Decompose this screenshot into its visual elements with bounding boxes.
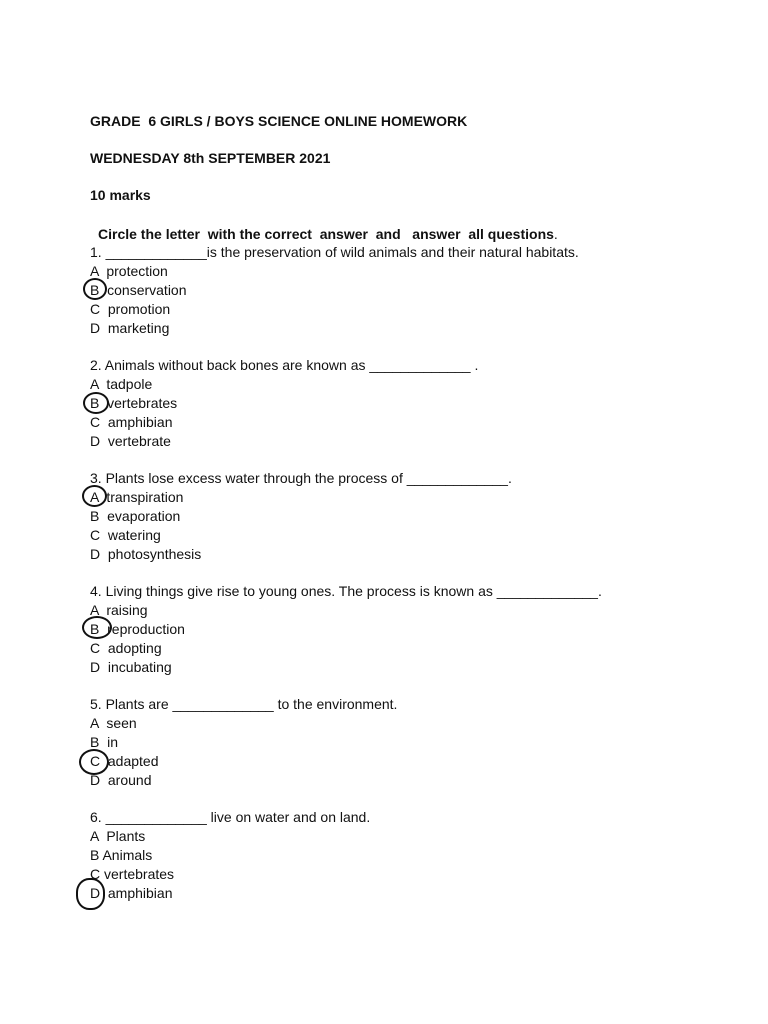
question-4-option-d[interactable]: D incubating — [90, 659, 172, 675]
question-1-option-a[interactable]: A protection — [90, 263, 168, 279]
question-4: 4. Living things give rise to young ones. The process is known as _____________. — [90, 583, 602, 599]
question-1-option-c[interactable]: C promotion — [90, 301, 171, 317]
answer-circle-q6 — [76, 878, 105, 910]
answer-circle-q1 — [83, 278, 107, 300]
question-2: 2. Animals without back bones are known as _____________ . — [90, 357, 479, 373]
question-6-option-d[interactable]: D amphibian — [90, 885, 173, 901]
answer-circle-q4 — [82, 616, 112, 639]
question-2-option-c[interactable]: C amphibian — [90, 414, 173, 430]
question-4-option-c[interactable]: C adopting — [90, 640, 162, 656]
question-6-option-b[interactable]: B Animals — [90, 847, 153, 863]
question-4-option-a[interactable]: A raising — [90, 602, 148, 618]
question-6-option-c[interactable]: C vertebrates — [90, 866, 175, 882]
answer-circle-q3 — [82, 485, 107, 507]
question-2-option-d[interactable]: D vertebrate — [90, 433, 171, 449]
question-5-option-d[interactable]: D around — [90, 772, 152, 788]
question-2-option-b[interactable]: B vertebrates — [90, 395, 178, 411]
question-4-option-b[interactable]: B reproduction — [90, 621, 185, 637]
document-title: GRADE 6 GIRLS / BOYS SCIENCE ONLINE HOMEWORK — [90, 113, 468, 129]
question-6-option-a[interactable]: A Plants — [90, 828, 146, 844]
instruction-period: . — [553, 226, 558, 242]
instructions — [98, 225, 558, 243]
answer-circle-q5 — [79, 749, 109, 775]
question-5-option-c[interactable]: C adapted — [90, 753, 159, 769]
question-6: 6. _____________ live on water and on land. — [90, 809, 371, 825]
document-date: WEDNESDAY 8th SEPTEMBER 2021 — [90, 150, 331, 166]
question-1-option-b[interactable]: B conservation — [90, 282, 187, 298]
question-3-option-a[interactable]: A transpiration — [90, 489, 184, 505]
question-2-option-a[interactable]: A tadpole — [90, 376, 153, 392]
marks-label: 10 marks — [90, 187, 151, 203]
question-3-option-c[interactable]: C watering — [90, 527, 161, 543]
question-3-option-d[interactable]: D photosynthesis — [90, 546, 202, 562]
answer-circle-q2 — [83, 392, 109, 414]
question-3-option-b[interactable]: B evaporation — [90, 508, 181, 524]
question-1: 1. _____________is the preservation of wild animals and their natural habitats. — [90, 244, 579, 260]
question-3: 3. Plants lose excess water through the process of _____________. — [90, 470, 512, 486]
question-1-option-d[interactable]: D marketing — [90, 320, 170, 336]
question-5-option-b[interactable]: B in — [90, 734, 119, 750]
instruction-text: Circle the letter with the correct answer and answer all questions — [98, 226, 554, 242]
question-5: 5. Plants are _____________ to the environment. — [90, 696, 398, 712]
question-5-option-a[interactable]: A seen — [90, 715, 137, 731]
